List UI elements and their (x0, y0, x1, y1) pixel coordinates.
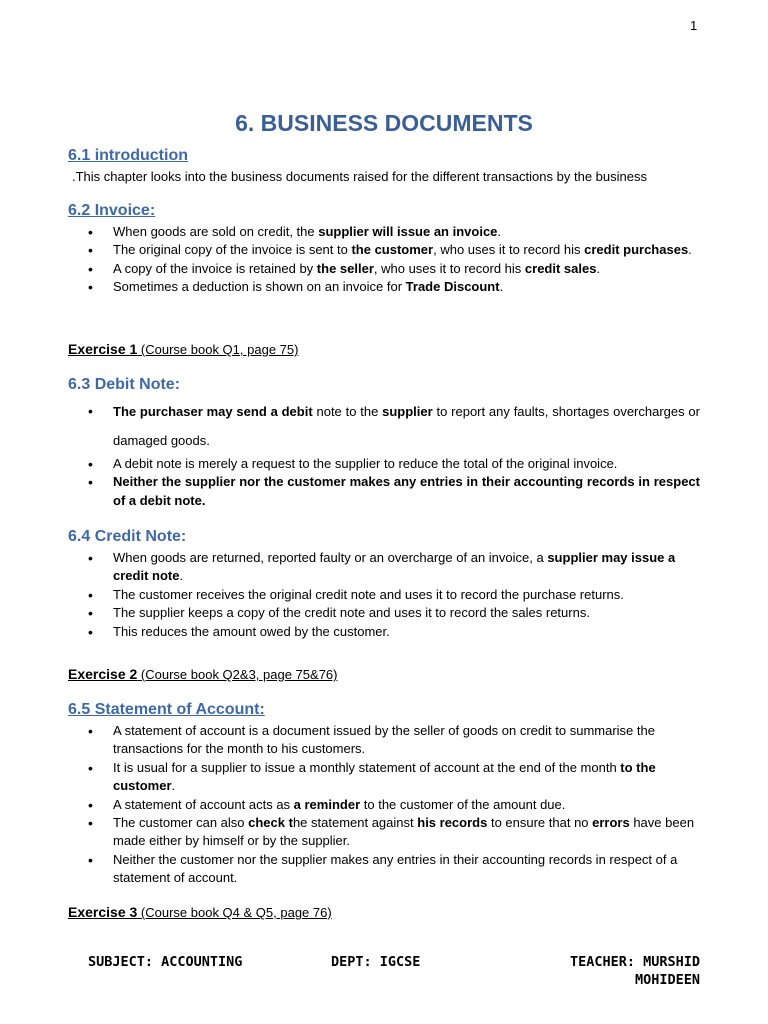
debit-note-bullet: • The purchaser may send a debit note to the supplier to report any faults, shortages overcharges or damaged goods. (68, 397, 700, 455)
section-debit-note (68, 375, 700, 510)
section-heading-credit-note: 6.4 Credit Note: (68, 528, 187, 545)
invoice-bullet-list (68, 223, 700, 297)
exercise-1: Exercise 1 (Course book Q1, page 75) (68, 341, 299, 357)
debit-note-bullet: • A debit note is merely a request to the supplier to reduce the total of the original invoice. (68, 455, 700, 473)
section-heading-introduction: 6.1 introduction (68, 147, 188, 164)
section-heading-debit-note: 6.3 Debit Note: (68, 376, 181, 393)
footer-subject: SUBJECT: ACCOUNTING (88, 954, 243, 970)
invoice-bullet: • A copy of the invoice is retained by the seller, who uses it to record his credit sales. (68, 260, 700, 278)
credit-note-bullet: • This reduces the amount owed by the customer. (68, 623, 700, 641)
statement-bullet-list (68, 722, 700, 888)
statement-bullet: • It is usual for a supplier to issue a monthly statement of account at the end of the month to the customer. (68, 759, 700, 796)
statement-bullet: • A statement of account is a document issued by the seller of goods on credit to summarise the transactions for the month to his customers. (68, 722, 700, 759)
exercise-3: Exercise 3 (Course book Q4 & Q5, page 76) (68, 904, 332, 920)
section-statement-of-account (68, 700, 700, 888)
statement-bullet: • The customer can also check the statement against his records to ensure that no errors have been made either by himself or by the supplier. (68, 814, 700, 851)
page-number: 1 (690, 18, 698, 33)
section-heading-invoice: 6.2 Invoice: (68, 202, 156, 219)
debit-note-bullet-list (68, 397, 700, 510)
footer-dept: DEPT: IGCSE (331, 954, 421, 970)
invoice-bullet: • Sometimes a deduction is shown on an invoice for Trade Discount. (68, 278, 700, 296)
section-invoice (68, 201, 700, 297)
credit-note-bullet: • The customer receives the original credit note and uses it to record the purchase returns. (68, 586, 700, 604)
section-introduction (68, 146, 700, 186)
invoice-bullet: • When goods are sold on credit, the supplier will issue an invoice. (68, 223, 700, 241)
invoice-bullet: • The original copy of the invoice is sent to the customer, who uses it to record his credit purchases. (68, 241, 700, 259)
statement-bullet: • A statement of account acts as a reminder to the customer of the amount due. (68, 796, 700, 814)
debit-note-bullet: • Neither the supplier nor the customer makes any entries in their accounting records in respect of a debit note. (68, 473, 700, 510)
credit-note-bullet: • The supplier keeps a copy of the credit note and uses it to record the sales returns. (68, 604, 700, 622)
document-title: 6. BUSINESS DOCUMENTS (235, 110, 533, 136)
credit-note-bullet-list (68, 549, 700, 641)
section-credit-note (68, 527, 700, 641)
credit-note-bullet: • When goods are returned, reported faulty or an overcharge of an invoice, a supplier may issue a credit note. (68, 549, 700, 586)
footer-teacher: TEACHER: MURSHID MOHIDEEN (569, 954, 700, 988)
exercise-2: Exercise 2 (Course book Q2&3, page 75&76) (68, 666, 338, 682)
section-heading-statement-of-account: 6.5 Statement of Account: (68, 701, 265, 718)
introduction-text: .This chapter looks into the business documents raised for the different transactions by the business (72, 169, 647, 184)
statement-bullet: • Neither the customer nor the supplier makes any entries in their accounting records in respect of a statement of account. (68, 851, 700, 888)
